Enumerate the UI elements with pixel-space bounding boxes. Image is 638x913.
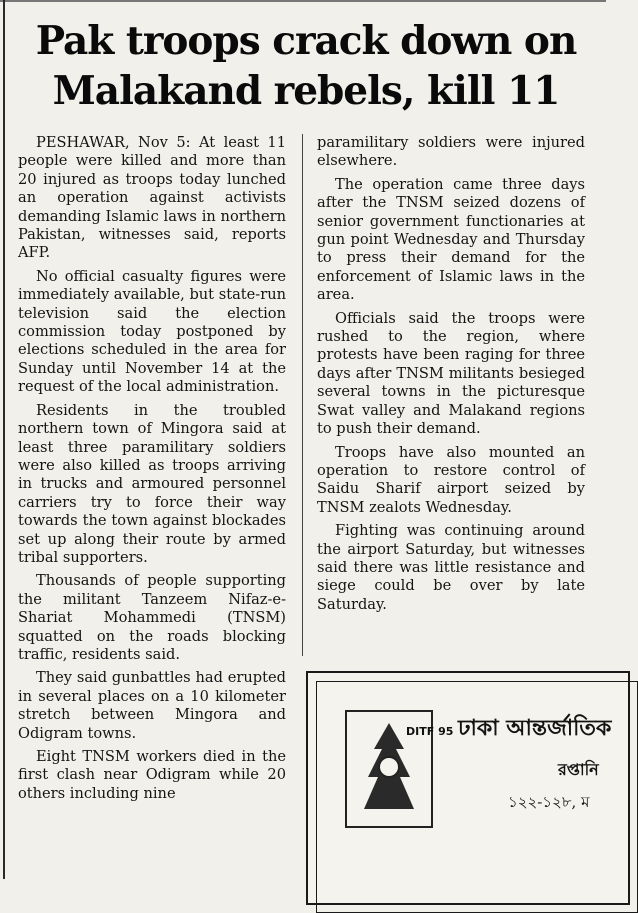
paragraph: paramilitary soldiers were injured elsewhere.	[317, 134, 585, 170]
article-column-right	[317, 134, 585, 619]
headline: Pak troops crack down on Malakand rebels, kill 11	[35, 18, 577, 114]
paragraph: Residents in the troubled northern town of Mingora said at least three paramilitary soldiers were also killed as troops arriving in trucks and armoured personnel carriers try to force their way towards the town against blockades set up along their route by armed tribal supporters.	[18, 401, 286, 566]
paragraph: Thousands of people supporting the militant Tanzeem Nifaz-e-Shariat Mohammedi (TNSM) squatted on the roads blocking traffic, residents said.	[18, 572, 286, 663]
paragraph: Fighting was continuing around the airport Saturday, but witnesses said there was little resistance and siege could be over by late Saturday.	[317, 522, 585, 613]
fair-logo-icon	[344, 709, 454, 829]
paragraph: Troops have also mounted an operation to restore control of Saidu Sharif airport seized by TNSM zealots Wednesday.	[317, 443, 585, 516]
paragraph: The operation came three days after the TNSM seized dozens of senior government functionaries at gun point Wednesday and Thursday to press their demand for the enforcement of Islamic laws in the area.	[317, 175, 585, 304]
top-border	[0, 0, 606, 2]
paragraph: They said gunbattles had erupted in several places on a 10 kilometer stretch between Mingora and Odigram towns.	[18, 669, 286, 742]
advert-line-2: রপ্তানি	[558, 760, 599, 779]
column-divider	[302, 134, 303, 656]
advertisement	[306, 671, 630, 905]
paragraph: Eight TNSM workers died in the first clash near Odigram while 20 others including nine	[18, 748, 286, 802]
paragraph: PESHAWAR, Nov 5: At least 11 people were killed and more than 20 injured as troops today lunched an operation against activists demanding Islamic laws in northern Pakistan, witnesses said, reports AFP.	[18, 134, 286, 262]
paragraph: No official casualty figures were immediately available, but state-run television said the election commission today postponed by elections scheduled in the area for Sunday until November 14 at the request of the local administration.	[18, 267, 286, 396]
left-border	[3, 0, 5, 879]
article-column-left	[18, 134, 286, 808]
advert-line-3: ১২২-১২৮, ম	[508, 793, 590, 811]
advert-line-1: ঢাকা আন্তর্জাতিক	[458, 715, 612, 741]
paragraph: Officials said the troops were rushed to the region, where protests have been raging for three days after TNSM militants besieged several towns in the picturesque Swat valley and Malakand regions to push their demand.	[317, 309, 585, 438]
svg-text:DITF 95: DITF 95	[406, 725, 454, 738]
